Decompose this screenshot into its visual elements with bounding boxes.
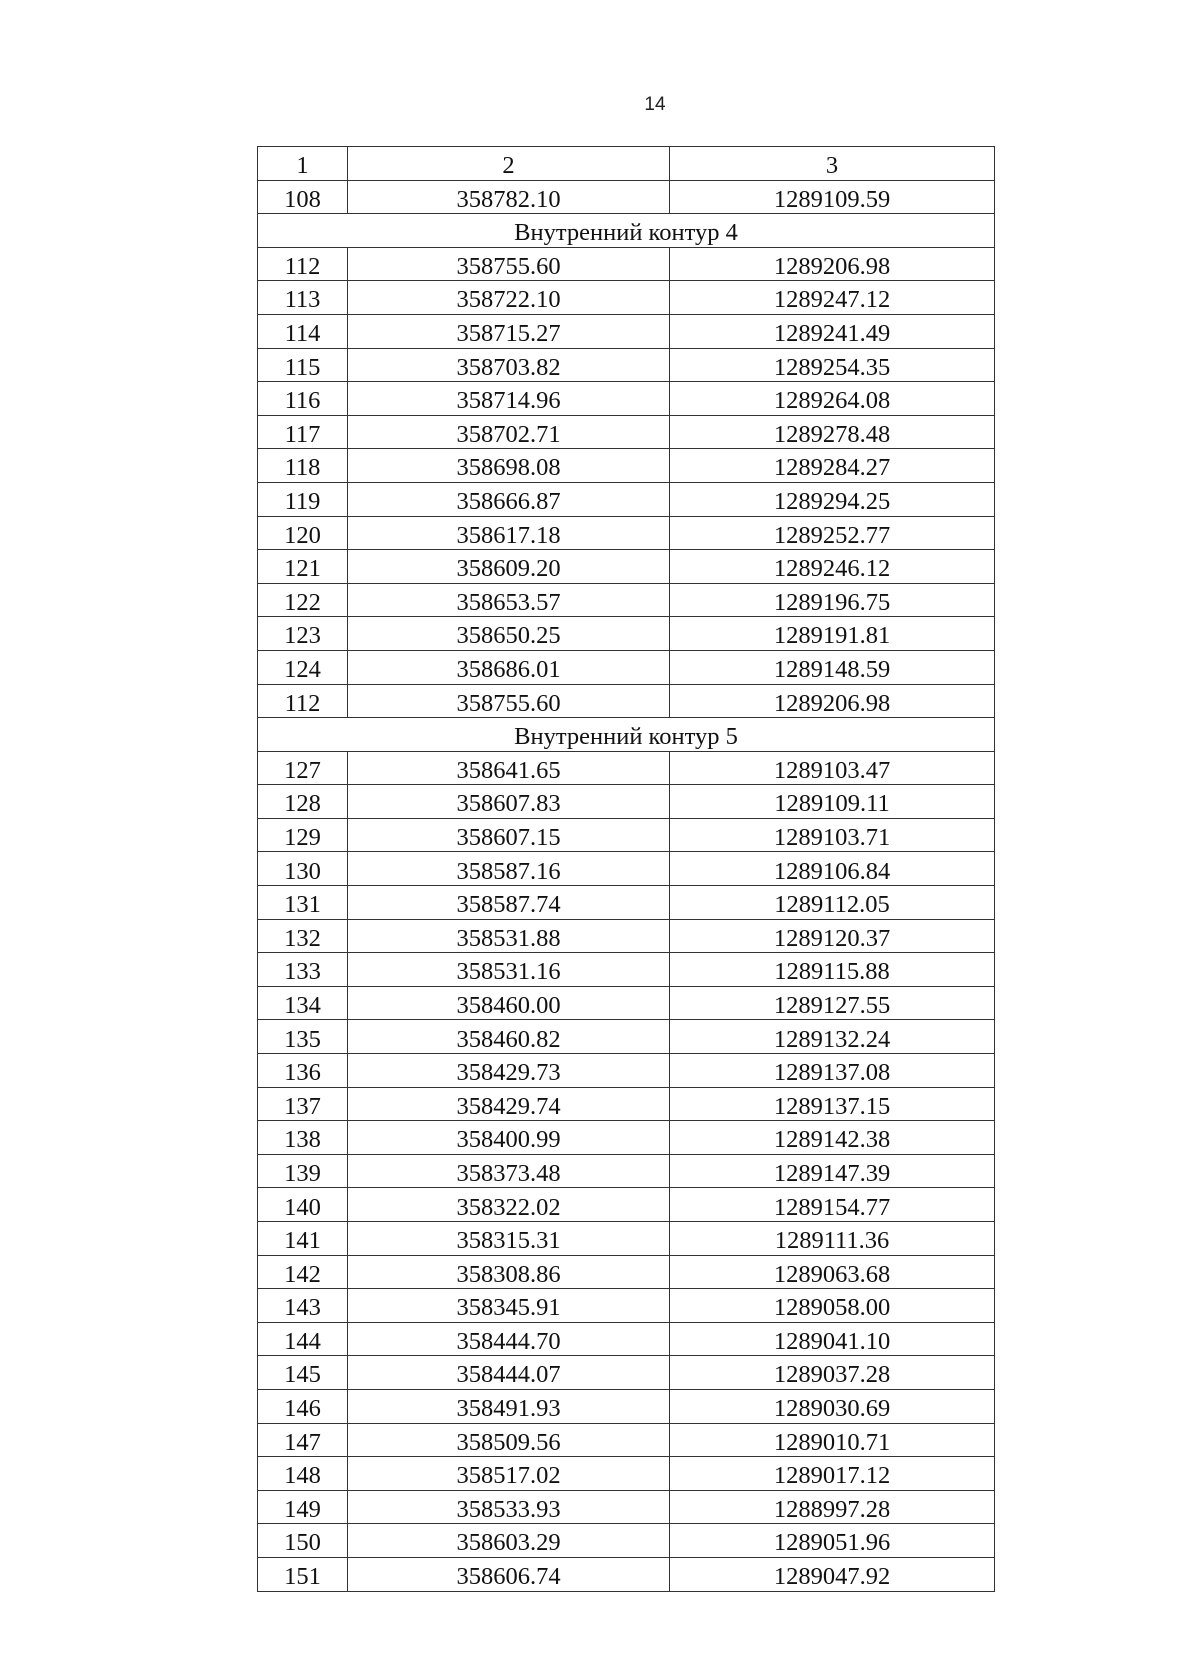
point-number-cell: 141 xyxy=(258,1222,348,1256)
table-header-row xyxy=(258,147,995,181)
y-coordinate-cell: 1289154.77 xyxy=(670,1188,995,1222)
point-number-cell: 151 xyxy=(258,1557,348,1591)
y-coordinate-cell: 1289017.12 xyxy=(670,1457,995,1491)
table-row xyxy=(258,348,995,382)
x-coordinate-cell: 358444.07 xyxy=(348,1356,670,1390)
x-coordinate-cell: 358429.74 xyxy=(348,1087,670,1121)
table-row xyxy=(258,953,995,987)
table-row xyxy=(258,1054,995,1088)
x-coordinate-cell: 358587.74 xyxy=(348,886,670,920)
x-coordinate-cell: 358322.02 xyxy=(348,1188,670,1222)
y-coordinate-cell: 1289109.59 xyxy=(670,180,995,214)
y-coordinate-cell: 1289010.71 xyxy=(670,1423,995,1457)
y-coordinate-cell: 1289063.68 xyxy=(670,1255,995,1289)
y-coordinate-cell: 1289109.11 xyxy=(670,785,995,819)
table-row xyxy=(258,1255,995,1289)
page-number: 14 xyxy=(644,94,666,115)
table-row xyxy=(258,247,995,281)
x-coordinate-cell: 358460.00 xyxy=(348,986,670,1020)
table-row xyxy=(258,314,995,348)
point-number-cell: 115 xyxy=(258,348,348,382)
y-coordinate-cell: 1289137.08 xyxy=(670,1054,995,1088)
y-coordinate-cell: 1289206.98 xyxy=(670,684,995,718)
y-coordinate-cell: 1289120.37 xyxy=(670,919,995,953)
x-coordinate-cell: 358373.48 xyxy=(348,1154,670,1188)
table-row xyxy=(258,852,995,886)
y-coordinate-cell: 1289254.35 xyxy=(670,348,995,382)
point-number-cell: 150 xyxy=(258,1524,348,1558)
point-number-cell: 140 xyxy=(258,1188,348,1222)
table-row xyxy=(258,1322,995,1356)
x-coordinate-cell: 358617.18 xyxy=(348,516,670,550)
point-number-cell: 130 xyxy=(258,852,348,886)
table-row xyxy=(258,1222,995,1256)
x-coordinate-cell: 358607.83 xyxy=(348,785,670,819)
point-number-cell: 121 xyxy=(258,550,348,584)
point-number-cell: 143 xyxy=(258,1289,348,1323)
y-coordinate-cell: 1289206.98 xyxy=(670,247,995,281)
y-coordinate-cell: 1289148.59 xyxy=(670,650,995,684)
column-header-y: 3 xyxy=(670,147,995,181)
table-row xyxy=(258,1457,995,1491)
table-row xyxy=(258,1020,995,1054)
y-coordinate-cell: 1289041.10 xyxy=(670,1322,995,1356)
point-number-cell: 112 xyxy=(258,247,348,281)
y-coordinate-cell: 1289241.49 xyxy=(670,314,995,348)
table-row xyxy=(258,617,995,651)
y-coordinate-cell: 1288997.28 xyxy=(670,1490,995,1524)
point-number-cell: 139 xyxy=(258,1154,348,1188)
table-row xyxy=(258,449,995,483)
table-row xyxy=(258,482,995,516)
x-coordinate-cell: 358308.86 xyxy=(348,1255,670,1289)
point-number-cell: 133 xyxy=(258,953,348,987)
point-number-cell: 145 xyxy=(258,1356,348,1390)
x-coordinate-cell: 358345.91 xyxy=(348,1289,670,1323)
point-number-cell: 117 xyxy=(258,415,348,449)
point-number-cell: 128 xyxy=(258,785,348,819)
point-number-cell: 119 xyxy=(258,482,348,516)
x-coordinate-cell: 358587.16 xyxy=(348,852,670,886)
table-row xyxy=(258,818,995,852)
table-row xyxy=(258,1356,995,1390)
point-number-cell: 112 xyxy=(258,684,348,718)
x-coordinate-cell: 358533.93 xyxy=(348,1490,670,1524)
table-row xyxy=(258,1524,995,1558)
point-number-cell: 122 xyxy=(258,583,348,617)
x-coordinate-cell: 358686.01 xyxy=(348,650,670,684)
x-coordinate-cell: 358782.10 xyxy=(348,180,670,214)
table-row xyxy=(258,1188,995,1222)
table-row xyxy=(258,650,995,684)
y-coordinate-cell: 1289106.84 xyxy=(670,852,995,886)
table-row xyxy=(258,751,995,785)
x-coordinate-cell: 358400.99 xyxy=(348,1121,670,1155)
x-coordinate-cell: 358531.16 xyxy=(348,953,670,987)
x-coordinate-cell: 358607.15 xyxy=(348,818,670,852)
point-number-cell: 120 xyxy=(258,516,348,550)
x-coordinate-cell: 358650.25 xyxy=(348,617,670,651)
point-number-cell: 148 xyxy=(258,1457,348,1491)
y-coordinate-cell: 1289264.08 xyxy=(670,382,995,416)
y-coordinate-cell: 1289278.48 xyxy=(670,415,995,449)
point-number-cell: 129 xyxy=(258,818,348,852)
column-header-x: 2 xyxy=(348,147,670,181)
x-coordinate-cell: 358722.10 xyxy=(348,281,670,315)
table-row xyxy=(258,382,995,416)
y-coordinate-cell: 1289147.39 xyxy=(670,1154,995,1188)
x-coordinate-cell: 358603.29 xyxy=(348,1524,670,1558)
table-row xyxy=(258,919,995,953)
y-coordinate-cell: 1289051.96 xyxy=(670,1524,995,1558)
x-coordinate-cell: 358315.31 xyxy=(348,1222,670,1256)
x-coordinate-cell: 358666.87 xyxy=(348,482,670,516)
x-coordinate-cell: 358755.60 xyxy=(348,247,670,281)
point-number-cell: 136 xyxy=(258,1054,348,1088)
y-coordinate-cell: 1289252.77 xyxy=(670,516,995,550)
point-number-cell: 135 xyxy=(258,1020,348,1054)
coordinates-table-body xyxy=(258,147,995,1592)
x-coordinate-cell: 358531.88 xyxy=(348,919,670,953)
table-row xyxy=(258,1121,995,1155)
point-number-cell: 118 xyxy=(258,449,348,483)
x-coordinate-cell: 358429.73 xyxy=(348,1054,670,1088)
x-coordinate-cell: 358509.56 xyxy=(348,1423,670,1457)
coordinates-table xyxy=(257,146,995,1592)
point-number-cell: 127 xyxy=(258,751,348,785)
column-header-point: 1 xyxy=(258,147,348,181)
table-row xyxy=(258,1389,995,1423)
y-coordinate-cell: 1289030.69 xyxy=(670,1389,995,1423)
point-number-cell: 108 xyxy=(258,180,348,214)
table-row xyxy=(258,1289,995,1323)
y-coordinate-cell: 1289112.05 xyxy=(670,886,995,920)
x-coordinate-cell: 358698.08 xyxy=(348,449,670,483)
y-coordinate-cell: 1289196.75 xyxy=(670,583,995,617)
table-row xyxy=(258,684,995,718)
table-row xyxy=(258,415,995,449)
y-coordinate-cell: 1289103.71 xyxy=(670,818,995,852)
table-row xyxy=(258,1557,995,1591)
section-label: Внутренний контур 4 xyxy=(258,214,995,248)
y-coordinate-cell: 1289047.92 xyxy=(670,1557,995,1591)
x-coordinate-cell: 358444.70 xyxy=(348,1322,670,1356)
table-row xyxy=(258,583,995,617)
point-number-cell: 132 xyxy=(258,919,348,953)
y-coordinate-cell: 1289037.28 xyxy=(670,1356,995,1390)
x-coordinate-cell: 358517.02 xyxy=(348,1457,670,1491)
x-coordinate-cell: 358715.27 xyxy=(348,314,670,348)
x-coordinate-cell: 358755.60 xyxy=(348,684,670,718)
table-row xyxy=(258,1154,995,1188)
x-coordinate-cell: 358491.93 xyxy=(348,1389,670,1423)
point-number-cell: 134 xyxy=(258,986,348,1020)
point-number-cell: 116 xyxy=(258,382,348,416)
point-number-cell: 114 xyxy=(258,314,348,348)
y-coordinate-cell: 1289132.24 xyxy=(670,1020,995,1054)
table-row xyxy=(258,886,995,920)
section-header-row xyxy=(258,214,995,248)
table-row xyxy=(258,1423,995,1457)
x-coordinate-cell: 358703.82 xyxy=(348,348,670,382)
table-row xyxy=(258,785,995,819)
y-coordinate-cell: 1289246.12 xyxy=(670,550,995,584)
x-coordinate-cell: 358702.71 xyxy=(348,415,670,449)
point-number-cell: 144 xyxy=(258,1322,348,1356)
y-coordinate-cell: 1289058.00 xyxy=(670,1289,995,1323)
y-coordinate-cell: 1289294.25 xyxy=(670,482,995,516)
x-coordinate-cell: 358714.96 xyxy=(348,382,670,416)
y-coordinate-cell: 1289103.47 xyxy=(670,751,995,785)
point-number-cell: 138 xyxy=(258,1121,348,1155)
point-number-cell: 147 xyxy=(258,1423,348,1457)
table-row xyxy=(258,1490,995,1524)
table-row xyxy=(258,180,995,214)
y-coordinate-cell: 1289111.36 xyxy=(670,1222,995,1256)
point-number-cell: 149 xyxy=(258,1490,348,1524)
table-row xyxy=(258,516,995,550)
table-row xyxy=(258,281,995,315)
y-coordinate-cell: 1289137.15 xyxy=(670,1087,995,1121)
y-coordinate-cell: 1289247.12 xyxy=(670,281,995,315)
x-coordinate-cell: 358460.82 xyxy=(348,1020,670,1054)
y-coordinate-cell: 1289115.88 xyxy=(670,953,995,987)
x-coordinate-cell: 358641.65 xyxy=(348,751,670,785)
point-number-cell: 123 xyxy=(258,617,348,651)
point-number-cell: 131 xyxy=(258,886,348,920)
point-number-cell: 146 xyxy=(258,1389,348,1423)
x-coordinate-cell: 358609.20 xyxy=(348,550,670,584)
y-coordinate-cell: 1289127.55 xyxy=(670,986,995,1020)
x-coordinate-cell: 358606.74 xyxy=(348,1557,670,1591)
point-number-cell: 124 xyxy=(258,650,348,684)
x-coordinate-cell: 358653.57 xyxy=(348,583,670,617)
section-label: Внутренний контур 5 xyxy=(258,718,995,752)
table-row xyxy=(258,1087,995,1121)
table-row xyxy=(258,550,995,584)
point-number-cell: 113 xyxy=(258,281,348,315)
y-coordinate-cell: 1289191.81 xyxy=(670,617,995,651)
section-header-row xyxy=(258,718,995,752)
point-number-cell: 137 xyxy=(258,1087,348,1121)
y-coordinate-cell: 1289284.27 xyxy=(670,449,995,483)
table-row xyxy=(258,986,995,1020)
point-number-cell: 142 xyxy=(258,1255,348,1289)
y-coordinate-cell: 1289142.38 xyxy=(670,1121,995,1155)
